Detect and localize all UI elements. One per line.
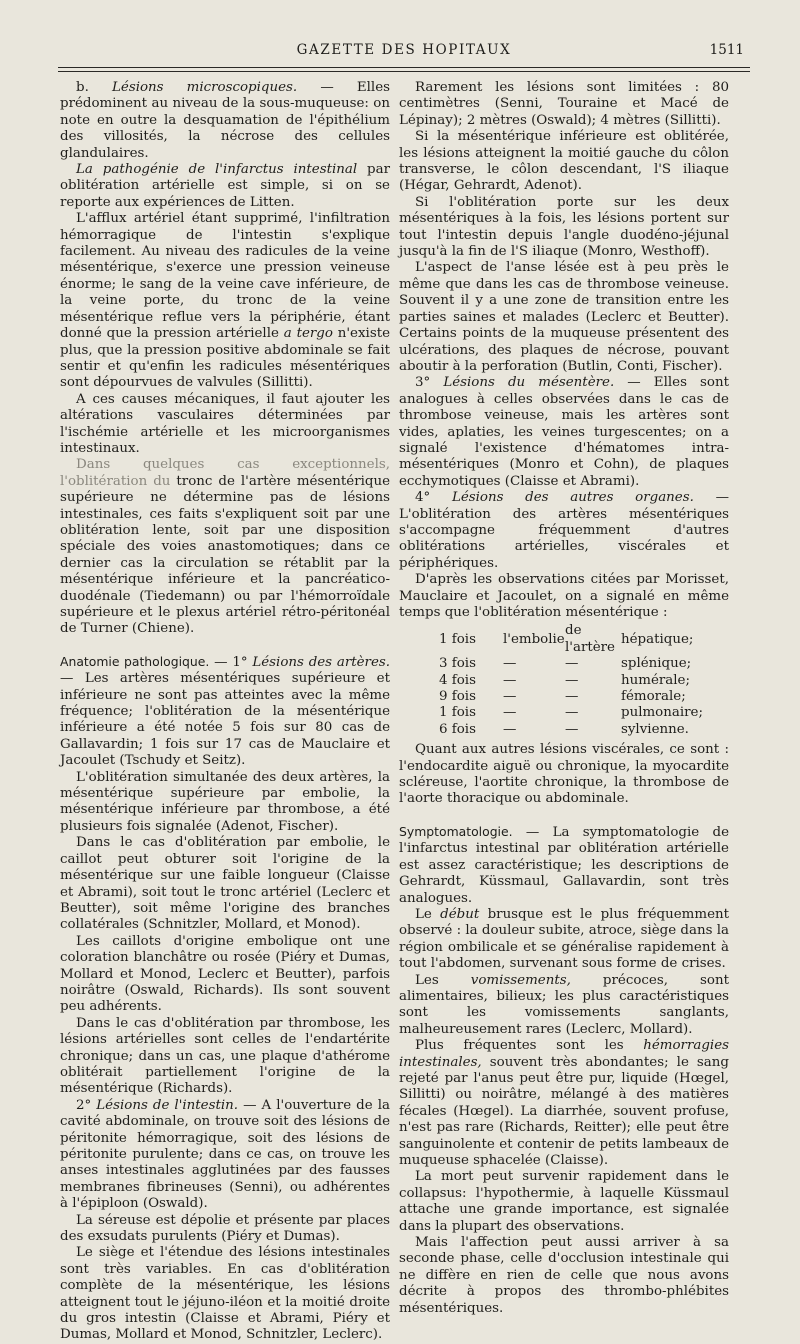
section-symptomatologie: Symptomatologie. — La symptomatologie de l'infarctus intestinal par oblitération artérielle est assez caractéristique; les descriptions de Gehrardt, Küssmaul, Gallavardin, sont très analogues. (399, 823, 729, 906)
table-cell: humérale; (621, 672, 690, 688)
table-cell: sylvienne. (621, 721, 689, 737)
table-cell: — (565, 656, 579, 672)
paragraph: L'aspect de l'anse lésée est à peu près le même que dans les cas de thrombose veineuse. Souvent il y a une zone de transition entre les parties saines et malades (Leclerc et Beutter). Certains points de la muqueuse présentent des ulcérations, des plaques de nécrose, pouvant aboutir à la perforation (Butlin, Conti, Fischer). (399, 260, 729, 374)
table-cell: 1 fois (439, 705, 476, 721)
paragraph: L'oblitération simultanée des deux artères, la mésentérique supérieure par embolie, la mésentérique inférieure par thrombose, a été plusieurs fois signalée (Adenot, Fischer). (60, 769, 390, 834)
journal-title: GAZETTE DES HOPITAUX (296, 42, 512, 58)
paragraph: La mort peut survenir rapidement dans le collapsus: l'hypothermie, à laquelle Küssmaul attache une grande importance, est signalée dans la plupart des observations. (399, 1169, 729, 1234)
header-rule-secondary (58, 71, 750, 72)
paragraph: Quant aux autres lésions viscérales, ce sont : l'endocardite aiguë ou chronique, la myocardite scléreuse, l'aortite chronique, la thrombose de l'aorte thoracique ou abdominale. (399, 742, 729, 807)
section-heading: Anatomie pathologique. (60, 653, 210, 669)
table-cell: 4 fois (439, 672, 476, 688)
paragraph: Mais l'affection peut aussi arriver à sa seconde phase, celle d'occlusion intestinale qui ne diffère en rien de celle que nous avons décrite à propos des thrombo-phlébites mésentériques. (399, 1235, 729, 1316)
paragraph: 4° Lésions des autres organes. — L'oblitération des artères mésentériques s'accompagne fréquemment d'autres oblitérations artérielles, viscérales et périphériques. (399, 490, 729, 571)
table-row (439, 689, 703, 705)
paragraph: Le début brusque est le plus fréquemment observé : la douleur subite, atroce, siège dans la région ombilicale et se généralise rapidement à tout l'abdomen, survenant sous forme de crises. (399, 906, 730, 972)
left-column (60, 80, 390, 1344)
table-cell: l'embolie (503, 631, 565, 647)
obliteration-table (439, 623, 703, 738)
right-column (399, 80, 729, 1317)
table-cell: — (503, 672, 517, 688)
paragraph: b. Lésions microscopiques. — Elles prédominent au niveau de la sous-muqueuse: on note en outre la desquamation de l'épithélium des villosités, la nécrose des cellules glandulaires. (60, 80, 391, 161)
table-cell: 6 fois (439, 721, 476, 737)
table-cell: — (565, 721, 579, 737)
table-cell: — (565, 689, 579, 705)
paragraph: Dans le cas d'oblitération par embolie, le caillot peut obturer soit l'origine de la mésentérique sur une faible longueur (Claisse et Abrami), soit tout le tronc artériel (Leclerc et Beutter), soit même l'origine des branches collatérales (Schnitzler, Mollard, et Monod). (60, 835, 390, 933)
paragraph: D'après les observations citées par Morisset, Mauclaire et Jacoulet, on a signalé en même temps que l'oblitération mésentérique : (399, 572, 729, 620)
paragraph: La séreuse est dépolie et présente par places des exsudats purulents (Piéry et Dumas). (60, 1212, 390, 1245)
paragraph: La pathogénie de l'infarctus intestinal par oblitération artérielle est simple, si on se reporte aux expériences de Litten. (60, 162, 390, 210)
table-cell: — (503, 721, 517, 737)
paragraph: Dans quelques cas exceptionnels, l'oblitération du tronc de l'artère mésentérique supérieure ne détermine pas de lésions intestinales, ces faits s'expliquent soit par une oblitération lente, soit par une disposition spéciale des voies anastomotiques; dans ce dernier cas la circulation se rétablit par la mésentérique inférieure et la pancréatico-duodénale (Tiedemann) ou par l'hémorroïdale supérieure et le plexus artériel rétro-péritonéal de Turner (Chiene). (60, 457, 391, 637)
paragraph: L'afflux artériel étant supprimé, l'infiltration hémorragique de l'intestin s'explique facilement. Au niveau des radicules de la veine mésentérique, s'exerce une pression veineuse énorme; le sang de la veine cave inférieure, de la veine porte, du tronc de la veine mésentérique reflue vers la périphérie, étant donné que la pression artérielle a tergo n'existe plus, que la pression positive abdominale se fait sentir et qu'enfin les radicules mésentériques sont dépourvues de valvules (Sillitti). (60, 211, 390, 391)
table-cell: pulmonaire; (621, 705, 703, 721)
table-cell: — (565, 705, 579, 721)
table-cell: splénique; (621, 656, 692, 672)
paragraph: Rarement les lésions sont limitées : 80 centimètres (Senni, Touraine et Macé de Lépinay); 2 mètres (Oswald); 4 mètres (Sillitti). (399, 80, 729, 128)
table-cell: 9 fois (439, 689, 476, 705)
table-cell: 1 fois (439, 631, 476, 647)
table-cell: — (503, 705, 517, 721)
table-cell: — (503, 689, 517, 705)
paragraph: Plus fréquentes sont les hémorragies intestinales, souvent très abondantes; le sang rejeté par l'anus peut être pur, liquide (Hœgel, Sillitti) ou noirâtre, mélangé à des matières fécales (Hœgel). La diarrhée, souvent profuse, n'est pas rare (Richards, Reitter); elle peut être sanguinolente et contenir de petits lambeaux de muqueuse sphacelée (Claisse). (399, 1038, 729, 1168)
page-header (58, 40, 750, 64)
table-cell: fémorale; (621, 689, 686, 705)
paragraph: Le siège et l'étendue des lésions intestinales sont très variables. En cas d'oblitération complète de la mésentérique, les lésions atteignent tout le jéjuno-iléon et la moitié droite du gros intestin (Claisse et Abrami, Piéry et Dumas, Mollard et Monod, Schnitzler, Leclerc). (60, 1245, 390, 1343)
paragraph: Si l'oblitération porte sur les deux mésentériques à la fois, les lésions portent sur tout l'intestin depuis l'angle duodéno-jéjunal jusqu'à la fin de l'S iliaque (Monro, Westhoff). (399, 194, 729, 260)
table-cell: — (565, 672, 579, 688)
paragraph: 2° Lésions de l'intestin. — A l'ouverture de la cavité abdominale, on trouve soit des lésions de péritonite hémorragique, soit des lésions de péritonite purulente; dans ce cas, on trouve les anses intestinales agglutinées par des fausses membranes fibrineuses (Senni), ou adhérentes à l'épiploon (Oswald). (60, 1097, 390, 1212)
section-anatomie: Anatomie pathologique. — 1° Lésions des artères. — Les artères mésentériques supérieure et inférieure ne sont pas atteintes avec la même fréquence; l'oblitération de la mésentérique inférieure a été notée 5 fois sur 80 cas de Gallavardin; 1 fois sur 17 cas de Mauclaire et Jacoulet (Tschudy et Seitz). (60, 653, 391, 769)
table-row (439, 656, 703, 672)
table-row (439, 673, 703, 689)
paragraph: Si la mésentérique inférieure est oblitérée, les lésions atteignent la moitié gauche du côlon transverse, le côlon descendant, l'S iliaque (Hégar, Gehrardt, Adenot). (399, 129, 729, 194)
table-cell: — (503, 656, 517, 672)
paragraph: Les vomissements, précoces, sont alimentaires, bilieux; les plus caractéristiques sont les vomissements sanglants, malheureusement rares (Leclerc, Mollard). (399, 972, 729, 1037)
paragraph: A ces causes mécaniques, il faut ajouter les altérations vasculaires déterminées par l'ischémie artérielle et les microorganismes intestinaux. (60, 391, 390, 456)
table-row (439, 623, 703, 656)
table-cell: de l'artère (565, 623, 615, 655)
header-rule (58, 67, 750, 68)
table-row (439, 722, 703, 738)
paragraph: Les caillots d'origine embolique ont une coloration blanchâtre ou rosée (Piéry et Dumas, Mollard et Monod, Leclerc et Beutter), parfois noirâtre (Oswald, Richards). Ils sont souvent peu adhérents. (60, 933, 390, 1015)
table-row (439, 705, 703, 721)
table-cell: 3 fois (439, 656, 476, 672)
section-heading: Symptomatologie. (399, 823, 513, 839)
faded-text: Dans quelques cas exceptionnels, l'oblitération du (60, 457, 390, 489)
paragraph: 3° Lésions du mésentère. — Elles sont analogues à celles observées dans le cas de thrombose veineuse, mais les artères sont vides, aplaties, les veines turgescentes; on a signalé l'existence d'hématomes intra-mésentériques (Monro et Cohn), de plaques ecchymotiques (Claisse et Abrami). (399, 375, 729, 489)
table-cell: hépatique; (621, 631, 694, 647)
page-number: 1511 (709, 42, 744, 58)
paragraph: Dans le cas d'oblitération par thrombose, les lésions artérielles sont celles de l'endartérite chronique; dans un cas, une plaque d'athérome oblitérait partiellement l'origine de la mésentérique (Richards). (60, 1015, 390, 1097)
